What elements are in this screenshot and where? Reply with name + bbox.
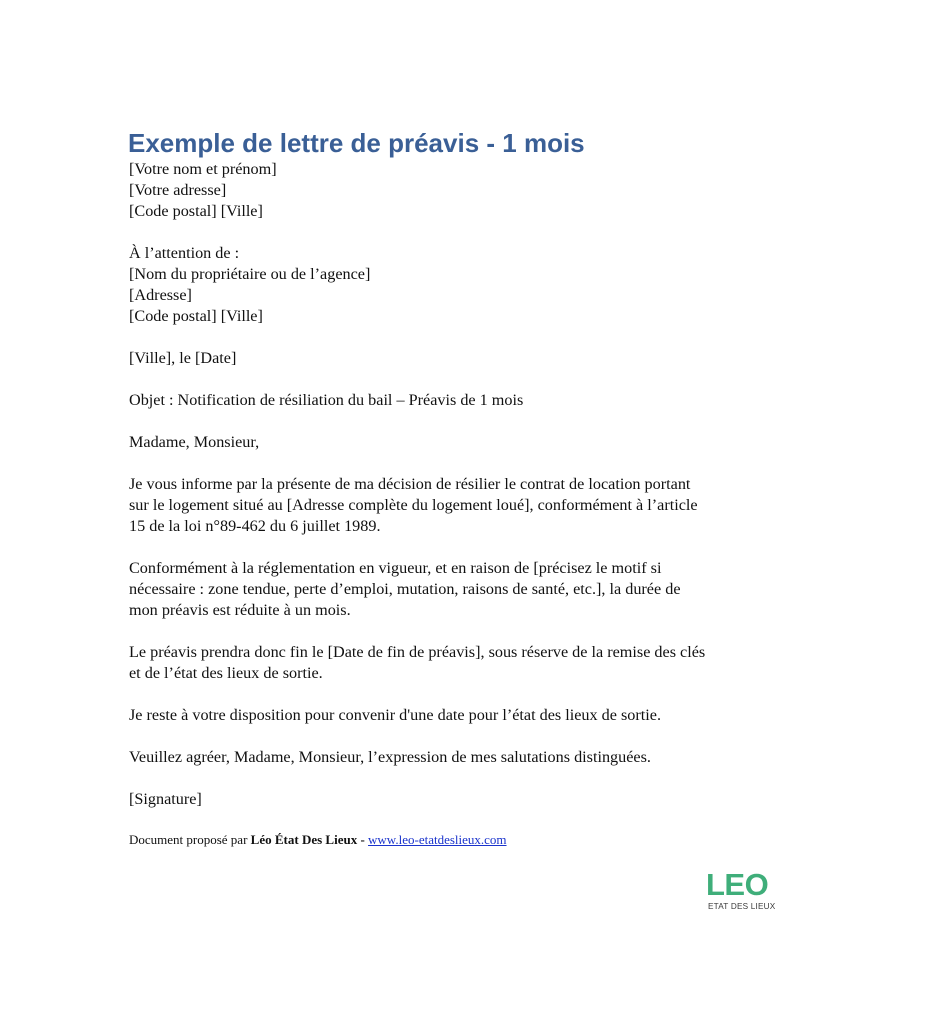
paragraph-2 [129,558,789,621]
recipient-name: [Nom du propriétaire ou de l’agence] [129,265,371,283]
recipient-block [129,243,789,327]
leo-logo [706,868,796,914]
signature-block [129,789,789,810]
sender-city: [Code postal] [Ville] [129,202,263,220]
place-date [129,348,789,369]
paragraph-line: et de l’état des lieux de sortie. [129,664,323,682]
paragraph-line: Je reste à votre disposition pour convenir d'une date pour l’état des lieux de sortie. [129,706,662,724]
paragraph-line: 15 de la loi n°89-462 du 6 juillet 1989. [129,517,381,535]
sender-address: [Votre adresse] [129,181,227,199]
place-date-text: [Ville], le [Date] [129,349,237,367]
recipient-attention: À l’attention de : [129,244,240,262]
subject-line [129,390,789,411]
paragraph-1 [129,474,789,537]
paragraph-line: sur le logement situé au [Adresse complète du logement loué], conformément à l’article [129,496,698,514]
paragraph-line: Veuillez agréer, Madame, Monsieur, l’expression de mes salutations distinguées. [129,748,651,766]
paragraph-line: mon préavis est réduite à un mois. [129,601,351,619]
footer-credit [129,831,789,849]
recipient-city: [Code postal] [Ville] [129,307,263,325]
signature-placeholder: [Signature] [129,790,202,808]
paragraph-line: Je vous informe par la présente de ma décision de résilier le contrat de location portant [129,475,691,493]
paragraph-line: nécessaire : zone tendue, perte d’emploi, mutation, raisons de santé, etc.], la durée de [129,580,681,598]
paragraph-4 [129,705,789,726]
paragraph-3 [129,642,789,684]
subject-text: Objet : Notification de résiliation du bail – Préavis de 1 mois [129,391,524,409]
page-title: Exemple de lettre de préavis - 1 mois [128,128,585,158]
logo-subtitle: ETAT DES LIEUX [708,902,776,911]
paragraph-line: Le préavis prendra donc fin le [Date de fin de préavis], sous réserve de la remise des clés [129,643,706,661]
logo-wordmark: LEO [706,867,769,902]
salutation [129,432,789,453]
letter-body [129,127,789,849]
recipient-address: [Adresse] [129,286,192,304]
footer-brand: Léo État Des Lieux - [250,832,365,847]
footer-website-link[interactable]: www.leo-etatdeslieux.com [368,832,507,847]
footer-prefix: Document proposé par [129,832,251,847]
salutation-text: Madame, Monsieur, [129,433,260,451]
sender-name: [Votre nom et prénom] [129,160,277,178]
closing-paragraph [129,747,789,768]
sender-block [129,159,789,222]
paragraph-line: Conformément à la réglementation en vigueur, et en raison de [précisez le motif si [129,559,662,577]
